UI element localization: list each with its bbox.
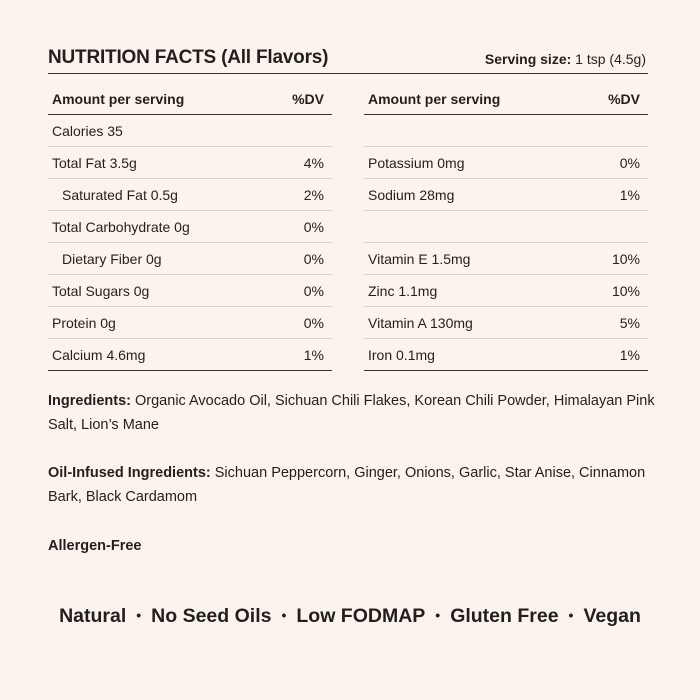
nutrient-name: Zinc 1.1mg [364, 275, 580, 307]
table-row [48, 211, 332, 243]
table-row [364, 147, 648, 179]
nutrient-name: Protein 0g [48, 307, 266, 339]
table-row [48, 339, 332, 371]
nutrient-name: Vitamin A 130mg [364, 307, 580, 339]
table-row [48, 243, 332, 275]
nutrient-dv [580, 115, 648, 147]
nutrient-dv: 1% [580, 179, 648, 211]
table-row [364, 243, 648, 275]
nutrient-name: Saturated Fat 0.5g [48, 179, 266, 211]
tag-vegan: Vegan [583, 605, 641, 627]
nutrient-name: Dietary Fiber 0g [48, 243, 266, 275]
nutrient-dv: 0% [266, 211, 332, 243]
nutrient-dv: 10% [580, 275, 648, 307]
column-header-amount: Amount per serving [364, 84, 580, 115]
nutrient-name [364, 211, 580, 243]
nutrient-name: Total Sugars 0g [48, 275, 266, 307]
tag-gluten-free: Gluten Free [450, 605, 559, 627]
nutrient-name [364, 115, 580, 147]
table-row [48, 275, 332, 307]
nutrient-dv [580, 211, 648, 243]
nutrient-name: Total Fat 3.5g [48, 147, 266, 179]
tag-no-seed-oils: No Seed Oils [151, 605, 272, 627]
nutrient-name: Total Carbohydrate 0g [48, 211, 266, 243]
oil-infused-text: Sichuan Peppercorn, Ginger, Onions, Garlic, Star Anise, Cinnamon Bark, Black Cardamom [48, 465, 646, 505]
nutrient-dv: 1% [580, 339, 648, 371]
tag-low-fodmap: Low FODMAP [296, 605, 426, 627]
nutrient-dv: 0% [266, 307, 332, 339]
nutrient-dv: 0% [266, 243, 332, 275]
feature-tags [0, 605, 700, 628]
nutrient-dv: 4% [266, 147, 332, 179]
nutrient-name: Vitamin E 1.5mg [364, 243, 580, 275]
nutrient-dv: 10% [580, 243, 648, 275]
nutrition-table-right [364, 84, 648, 371]
table-row [48, 179, 332, 211]
table-row [364, 307, 648, 339]
column-header-amount: Amount per serving [48, 84, 266, 115]
nutrient-name: Sodium 28mg [364, 179, 580, 211]
ingredients-paragraph [48, 389, 658, 437]
tag-natural: Natural [59, 605, 127, 627]
table-row [364, 275, 648, 307]
serving-size-value: 1 tsp (4.5g) [575, 51, 646, 67]
page-title: NUTRITION FACTS (All Flavors) [48, 47, 329, 68]
nutrition-header [48, 47, 648, 74]
bullet-separator: • [435, 607, 441, 623]
bullet-separator: • [281, 607, 287, 623]
ingredients-label: Ingredients: [48, 393, 131, 409]
nutrient-dv: 1% [266, 339, 332, 371]
nutrient-dv: 2% [266, 179, 332, 211]
table-row [48, 147, 332, 179]
nutrition-table-left [48, 84, 332, 371]
table-row [48, 307, 332, 339]
oil-infused-label: Oil-Infused Ingredients: [48, 465, 211, 481]
nutrient-dv: 5% [580, 307, 648, 339]
table-row [364, 211, 648, 243]
table-row [364, 115, 648, 147]
column-header-dv: %DV [580, 84, 648, 115]
serving-size-label: Serving size: [484, 51, 572, 67]
nutrient-name: Calcium 4.6mg [48, 339, 266, 371]
nutrient-dv: 0% [266, 275, 332, 307]
table-row [48, 115, 332, 147]
allergen-statement [48, 534, 658, 558]
nutrient-name: Calories 35 [48, 115, 266, 147]
bullet-separator: • [136, 607, 142, 623]
nutrient-name: Potassium 0mg [364, 147, 580, 179]
nutrient-dv: 0% [580, 147, 648, 179]
oil-infused-paragraph [48, 461, 658, 509]
column-header-dv: %DV [266, 84, 332, 115]
nutrient-dv [266, 115, 332, 147]
table-row [364, 339, 648, 371]
serving-size [485, 51, 646, 67]
nutrient-name: Iron 0.1mg [364, 339, 580, 371]
table-row [364, 179, 648, 211]
allergen-label: Allergen-Free [48, 538, 142, 554]
ingredients-text: Organic Avocado Oil, Sichuan Chili Flakes, Korean Chili Powder, Himalayan Pink Salt, Lion’s Mane [48, 393, 655, 433]
bullet-separator: • [568, 607, 574, 623]
